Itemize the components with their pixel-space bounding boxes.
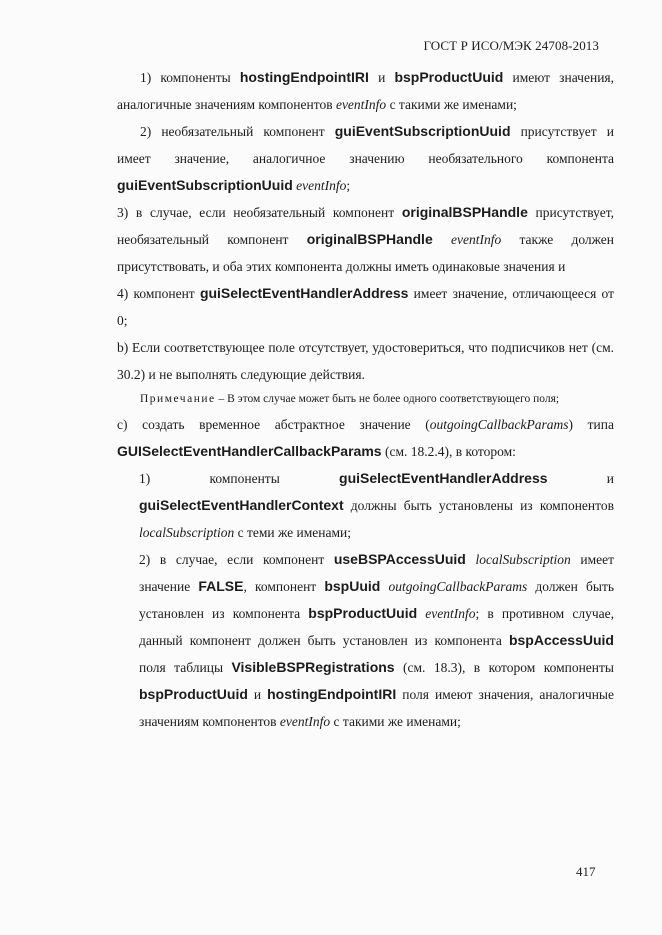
text: должен быть установлен из компонента — [139, 579, 615, 621]
paragraph-4 — [117, 280, 614, 334]
identifier: GUISelectEventHandlerCallbackParams — [117, 443, 382, 459]
text: также должен присутствовать, и оба этих компонента должны иметь одинаковые значения и — [117, 232, 615, 274]
identifier: FALSE — [198, 578, 244, 594]
paragraph-7 — [117, 465, 614, 546]
text: ) типа — [568, 417, 614, 432]
text: (см. 18.3), в котором компоненты — [394, 660, 614, 675]
italic-term: eventInfo — [279, 714, 331, 729]
text: ; в противном случае, данный компонент должен быть установлен из компонента — [139, 606, 614, 648]
text: и — [547, 471, 614, 486]
identifier: useBSPAccessUuid — [333, 551, 466, 567]
identifier: bspProductUuid — [394, 69, 504, 85]
page-number: 417 — [576, 864, 596, 879]
italic-term: localSubscription — [139, 525, 235, 540]
italic-term: eventInfo — [450, 232, 502, 247]
text: c) создать временное абстрактное значение ( — [117, 417, 430, 432]
document-header: ГОСТ Р ИСО/МЭК 24708-2013 — [423, 38, 599, 53]
text: и — [368, 70, 395, 85]
identifier: hostingEndpointIRI — [239, 69, 369, 85]
paragraph-1 — [117, 64, 614, 118]
identifier: guiEventSubscriptionUuid — [334, 123, 511, 139]
identifier: bspProductUuid — [308, 605, 418, 621]
text: 2) необязательный компонент — [140, 124, 335, 139]
text: поля имеют значения, аналогичные значениям компонентов — [139, 687, 614, 729]
paragraph-2 — [117, 118, 614, 199]
text: 4) компонент — [117, 286, 200, 301]
italic-term: outgoingCallbackParams — [388, 579, 528, 594]
note-text: – В этом случае может быть не более одного соответствующего поля; — [215, 393, 560, 405]
italic-term: eventInfo — [335, 97, 387, 112]
text: и — [247, 687, 268, 702]
paragraph-5: b) Если соответствующее поле отсутствует, удостовериться, что подписчиков нет (см. 30.2) и не выполнять следующие действия. — [117, 340, 614, 382]
italic-term: outgoingCallbackParams — [429, 417, 569, 432]
text: присутствует и имеет значение, аналогичное значению необязательного компонента — [117, 124, 614, 166]
paragraph-6 — [117, 411, 614, 465]
identifier: bspProductUuid — [139, 686, 248, 702]
identifier: bspUuid — [324, 578, 381, 594]
identifier: guiSelectEventHandlerAddress — [339, 470, 548, 486]
text: 3) в случае, если необязательный компонент — [117, 205, 402, 220]
italic-term: localSubscription — [475, 552, 571, 567]
text: , компонент — [243, 579, 325, 594]
text: ; — [346, 178, 351, 193]
identifier: guiSelectEventHandlerAddress — [199, 285, 409, 301]
note — [117, 388, 614, 411]
text — [433, 232, 451, 247]
text: 1) компоненты — [139, 471, 340, 486]
paragraph-8 — [117, 546, 614, 735]
identifier: hostingEndpointIRI — [267, 686, 397, 702]
text: должны быть установлены из компонентов — [343, 498, 614, 513]
text: имеет значение — [139, 552, 615, 594]
paragraph-3 — [117, 199, 614, 280]
text: (см. 18.2.4), в котором: — [381, 444, 516, 459]
text: 2) в случае, если компонент — [139, 552, 334, 567]
identifier: guiSelectEventHandlerContext — [139, 497, 344, 513]
italic-term: eventInfo — [425, 606, 476, 621]
page-body — [117, 64, 614, 735]
text: имеет значение, отличающееся от 0; — [117, 286, 614, 328]
identifier: VisibleBSPRegistrations — [231, 659, 395, 675]
identifier: guiEventSubscriptionUuid — [117, 177, 293, 193]
note-label: Примечание — [140, 393, 216, 405]
text: с такими же именами; — [330, 714, 461, 729]
text: с теми же именами; — [234, 525, 352, 540]
text: поля таблицы — [139, 660, 232, 675]
text: имеют значения, аналогичные значениям компонентов — [117, 70, 614, 112]
text: 1) компоненты — [140, 70, 240, 85]
text: с такими же именами; — [386, 97, 517, 112]
identifier: originalBSPHandle — [306, 231, 433, 247]
text: присутствует, необязательный компонент — [117, 205, 614, 247]
italic-term: eventInfo — [296, 178, 347, 193]
identifier: bspAccessUuid — [508, 632, 614, 648]
identifier: originalBSPHandle — [401, 204, 528, 220]
